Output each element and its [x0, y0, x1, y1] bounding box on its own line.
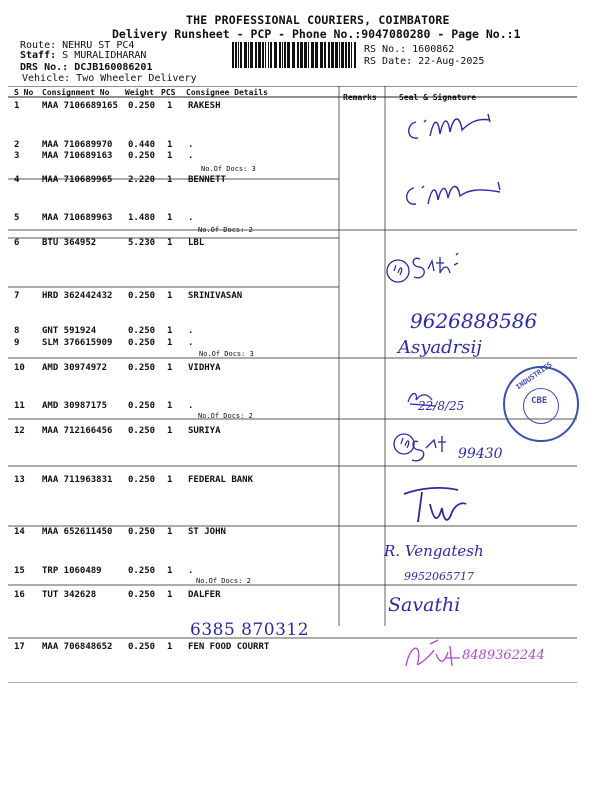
handwritten-name: Asyadrsij — [398, 337, 482, 358]
row-consignee: FEN FOOD COURRT — [188, 642, 270, 652]
row-sno: 15 — [14, 566, 25, 576]
row-pcs: 1 — [167, 642, 173, 652]
row-weight: 0.250 — [128, 566, 156, 576]
signature-14: R. Vengatesh — [384, 542, 484, 560]
row-consignee: FEDERAL BANK — [188, 475, 254, 485]
handwritten-phone: 6385 870312 — [190, 620, 310, 640]
drs-value: DCJB160086201 — [74, 62, 153, 73]
row-weight: 0.250 — [128, 426, 156, 436]
row-sno: 8 — [14, 326, 20, 336]
handwritten-phone: 9952065717 — [404, 570, 474, 583]
row-pcs: 1 — [167, 140, 173, 150]
row-pcs: 1 — [167, 213, 173, 223]
row-consignment-no: BTU 364952 — [42, 238, 97, 248]
row-sno: 9 — [14, 338, 20, 348]
no-of-docs-note: No.Of Docs: 3 — [199, 350, 254, 358]
row-weight: 0.250 — [128, 326, 156, 336]
company-stamp — [503, 360, 579, 442]
rs-number: RS No.: 1600862 — [364, 44, 455, 55]
signature-4-icon — [402, 178, 512, 214]
row-pcs: 1 — [167, 475, 173, 485]
row-pcs: 1 — [167, 101, 173, 111]
row-consignment-no: SLM 376615909 — [42, 338, 113, 348]
rs-date: RS Date: 22-Aug-2025 — [364, 56, 485, 67]
row-consignment-no: GNT 591924 — [42, 326, 97, 336]
row-pcs: 1 — [167, 175, 173, 185]
no-of-docs-note: No.Of Docs: 3 — [201, 165, 256, 173]
row-weight: 0.250 — [128, 151, 156, 161]
row-consignment-no: MAA 652611450 — [42, 527, 113, 537]
row-pcs: 1 — [167, 527, 173, 537]
staff-label: Staff: — [20, 50, 57, 61]
handwritten-phone: 8489362244 — [462, 648, 545, 663]
row-weight: 0.250 — [128, 363, 156, 373]
runsheet-title: Delivery Runsheet - PCP - Phone No.:9047080280 - Page No.:1 — [112, 27, 521, 41]
col-seal-signature: Seal & Signature — [399, 93, 477, 102]
row-consignee: . — [188, 151, 194, 161]
row-consignment-no: MAA 706848652 — [42, 642, 113, 652]
row-consignment-no: TRP 1060489 — [42, 566, 102, 576]
signature-13-icon — [400, 482, 470, 530]
row-weight: 5.230 — [128, 238, 156, 248]
signature-6-icon — [384, 245, 484, 287]
stamp-center-text: CBE — [531, 396, 548, 406]
row-weight: 0.250 — [128, 642, 156, 652]
drs-line — [20, 62, 152, 73]
row-consignment-no: MAA 712166456 — [42, 426, 113, 436]
signature-1-icon — [400, 108, 500, 148]
signature-17-icon — [400, 636, 470, 678]
row-consignee: ST JOHN — [188, 527, 226, 537]
row-consignee: . — [188, 326, 194, 336]
row-pcs: 1 — [167, 566, 173, 576]
row-consignment-no: TUT 342628 — [42, 590, 97, 600]
stamp-ring-text: INDUSTRIES — [514, 360, 554, 392]
row-sno: 11 — [14, 401, 25, 411]
row-weight: 0.250 — [128, 291, 156, 301]
no-of-docs-note: No.Of Docs: 2 — [196, 577, 251, 585]
row-pcs: 1 — [167, 238, 173, 248]
no-of-docs-note: No.Of Docs: 2 — [198, 226, 253, 234]
row-sno: 4 — [14, 175, 20, 185]
row-consignee: . — [188, 213, 194, 223]
row-weight: 0.250 — [128, 338, 156, 348]
col-pcs: PCS — [161, 88, 176, 97]
vehicle-label: Vehicle: Two Wheeler Delivery — [22, 73, 197, 84]
row-pcs: 1 — [167, 338, 173, 348]
row-pcs: 1 — [167, 401, 173, 411]
row-sno: 1 — [14, 101, 20, 111]
row-consignee: DALFER — [188, 590, 221, 600]
row-sno: 10 — [14, 363, 25, 373]
route-label: Route: NEHRU ST PC4 — [20, 40, 135, 51]
row-consignment-no: HRD 362442432 — [42, 291, 113, 301]
col-remarks: Remarks — [343, 93, 377, 102]
handwritten-phone: 9626888586 — [410, 309, 538, 333]
row-sno: 16 — [14, 590, 25, 600]
row-pcs: 1 — [167, 426, 173, 436]
row-pcs: 1 — [167, 291, 173, 301]
company-title: THE PROFESSIONAL COURIERS, COIMBATORE — [186, 13, 450, 27]
row-consignee: LBL — [188, 238, 205, 248]
row-pcs: 1 — [167, 590, 173, 600]
row-consignment-no: AMD 30974972 — [42, 363, 108, 373]
row-sno: 14 — [14, 527, 25, 537]
row-sno: 7 — [14, 291, 20, 301]
row-consignment-no: MAA 710689163 — [42, 151, 113, 161]
row-weight: 0.440 — [128, 140, 156, 150]
staff-value: S MURALIDHARAN — [62, 50, 147, 61]
row-weight: 1.480 — [128, 213, 156, 223]
row-consignment-no: MAA 711963831 — [42, 475, 113, 485]
row-consignment-no: MAA 710689963 — [42, 213, 113, 223]
row-consignee: . — [188, 338, 194, 348]
row-weight: 0.250 — [128, 475, 156, 485]
row-sno: 12 — [14, 426, 25, 436]
row-consignee: BENNETT — [188, 175, 226, 185]
no-of-docs-note: No.Of Docs: 2 — [198, 412, 253, 420]
row-consignee: . — [188, 140, 194, 150]
row-weight: 2.220 — [128, 175, 156, 185]
row-consignment-no: AMD 30987175 — [42, 401, 108, 411]
row-weight: 0.250 — [128, 590, 156, 600]
row-sno: 6 — [14, 238, 20, 248]
row-sno: 17 — [14, 642, 25, 652]
row-consignee: . — [188, 401, 194, 411]
col-consignment: Consignment No — [42, 88, 110, 97]
row-sno: 5 — [14, 213, 20, 223]
row-pcs: 1 — [167, 326, 173, 336]
signature-10-icon — [404, 386, 440, 408]
col-consignee: Consignee Details — [186, 88, 268, 97]
col-sno: S No — [14, 88, 34, 97]
row-consignee: VIDHYA — [188, 363, 221, 373]
row-weight: 0.250 — [128, 401, 156, 411]
col-weight: Weight — [125, 88, 154, 97]
handwritten-date: 22/8/25 — [418, 399, 465, 413]
staff-line — [20, 50, 146, 61]
row-sno: 2 — [14, 140, 20, 150]
row-weight: 0.250 — [128, 101, 156, 111]
row-pcs: 1 — [167, 151, 173, 161]
row-consignment-no: MAA 710689970 — [42, 140, 113, 150]
row-consignee: SURIYA — [188, 426, 221, 436]
row-pcs: 1 — [167, 363, 173, 373]
signature-16: Savathi — [388, 594, 461, 616]
row-consignee: SRINIVASAN — [188, 291, 243, 301]
row-consignment-no: MAA 7106689165 — [42, 101, 118, 111]
row-consignment-no: MAA 710689965 — [42, 175, 113, 185]
row-sno: 13 — [14, 475, 25, 485]
row-weight: 0.250 — [128, 527, 156, 537]
signature-12-icon — [392, 428, 462, 472]
barcode-icon — [232, 42, 360, 68]
handwritten-phone: 99430 — [458, 446, 503, 462]
row-consignee: . — [188, 566, 194, 576]
row-consignee: RAKESH — [188, 101, 221, 111]
drs-label: DRS No.: — [20, 62, 69, 73]
row-sno: 3 — [14, 151, 20, 161]
